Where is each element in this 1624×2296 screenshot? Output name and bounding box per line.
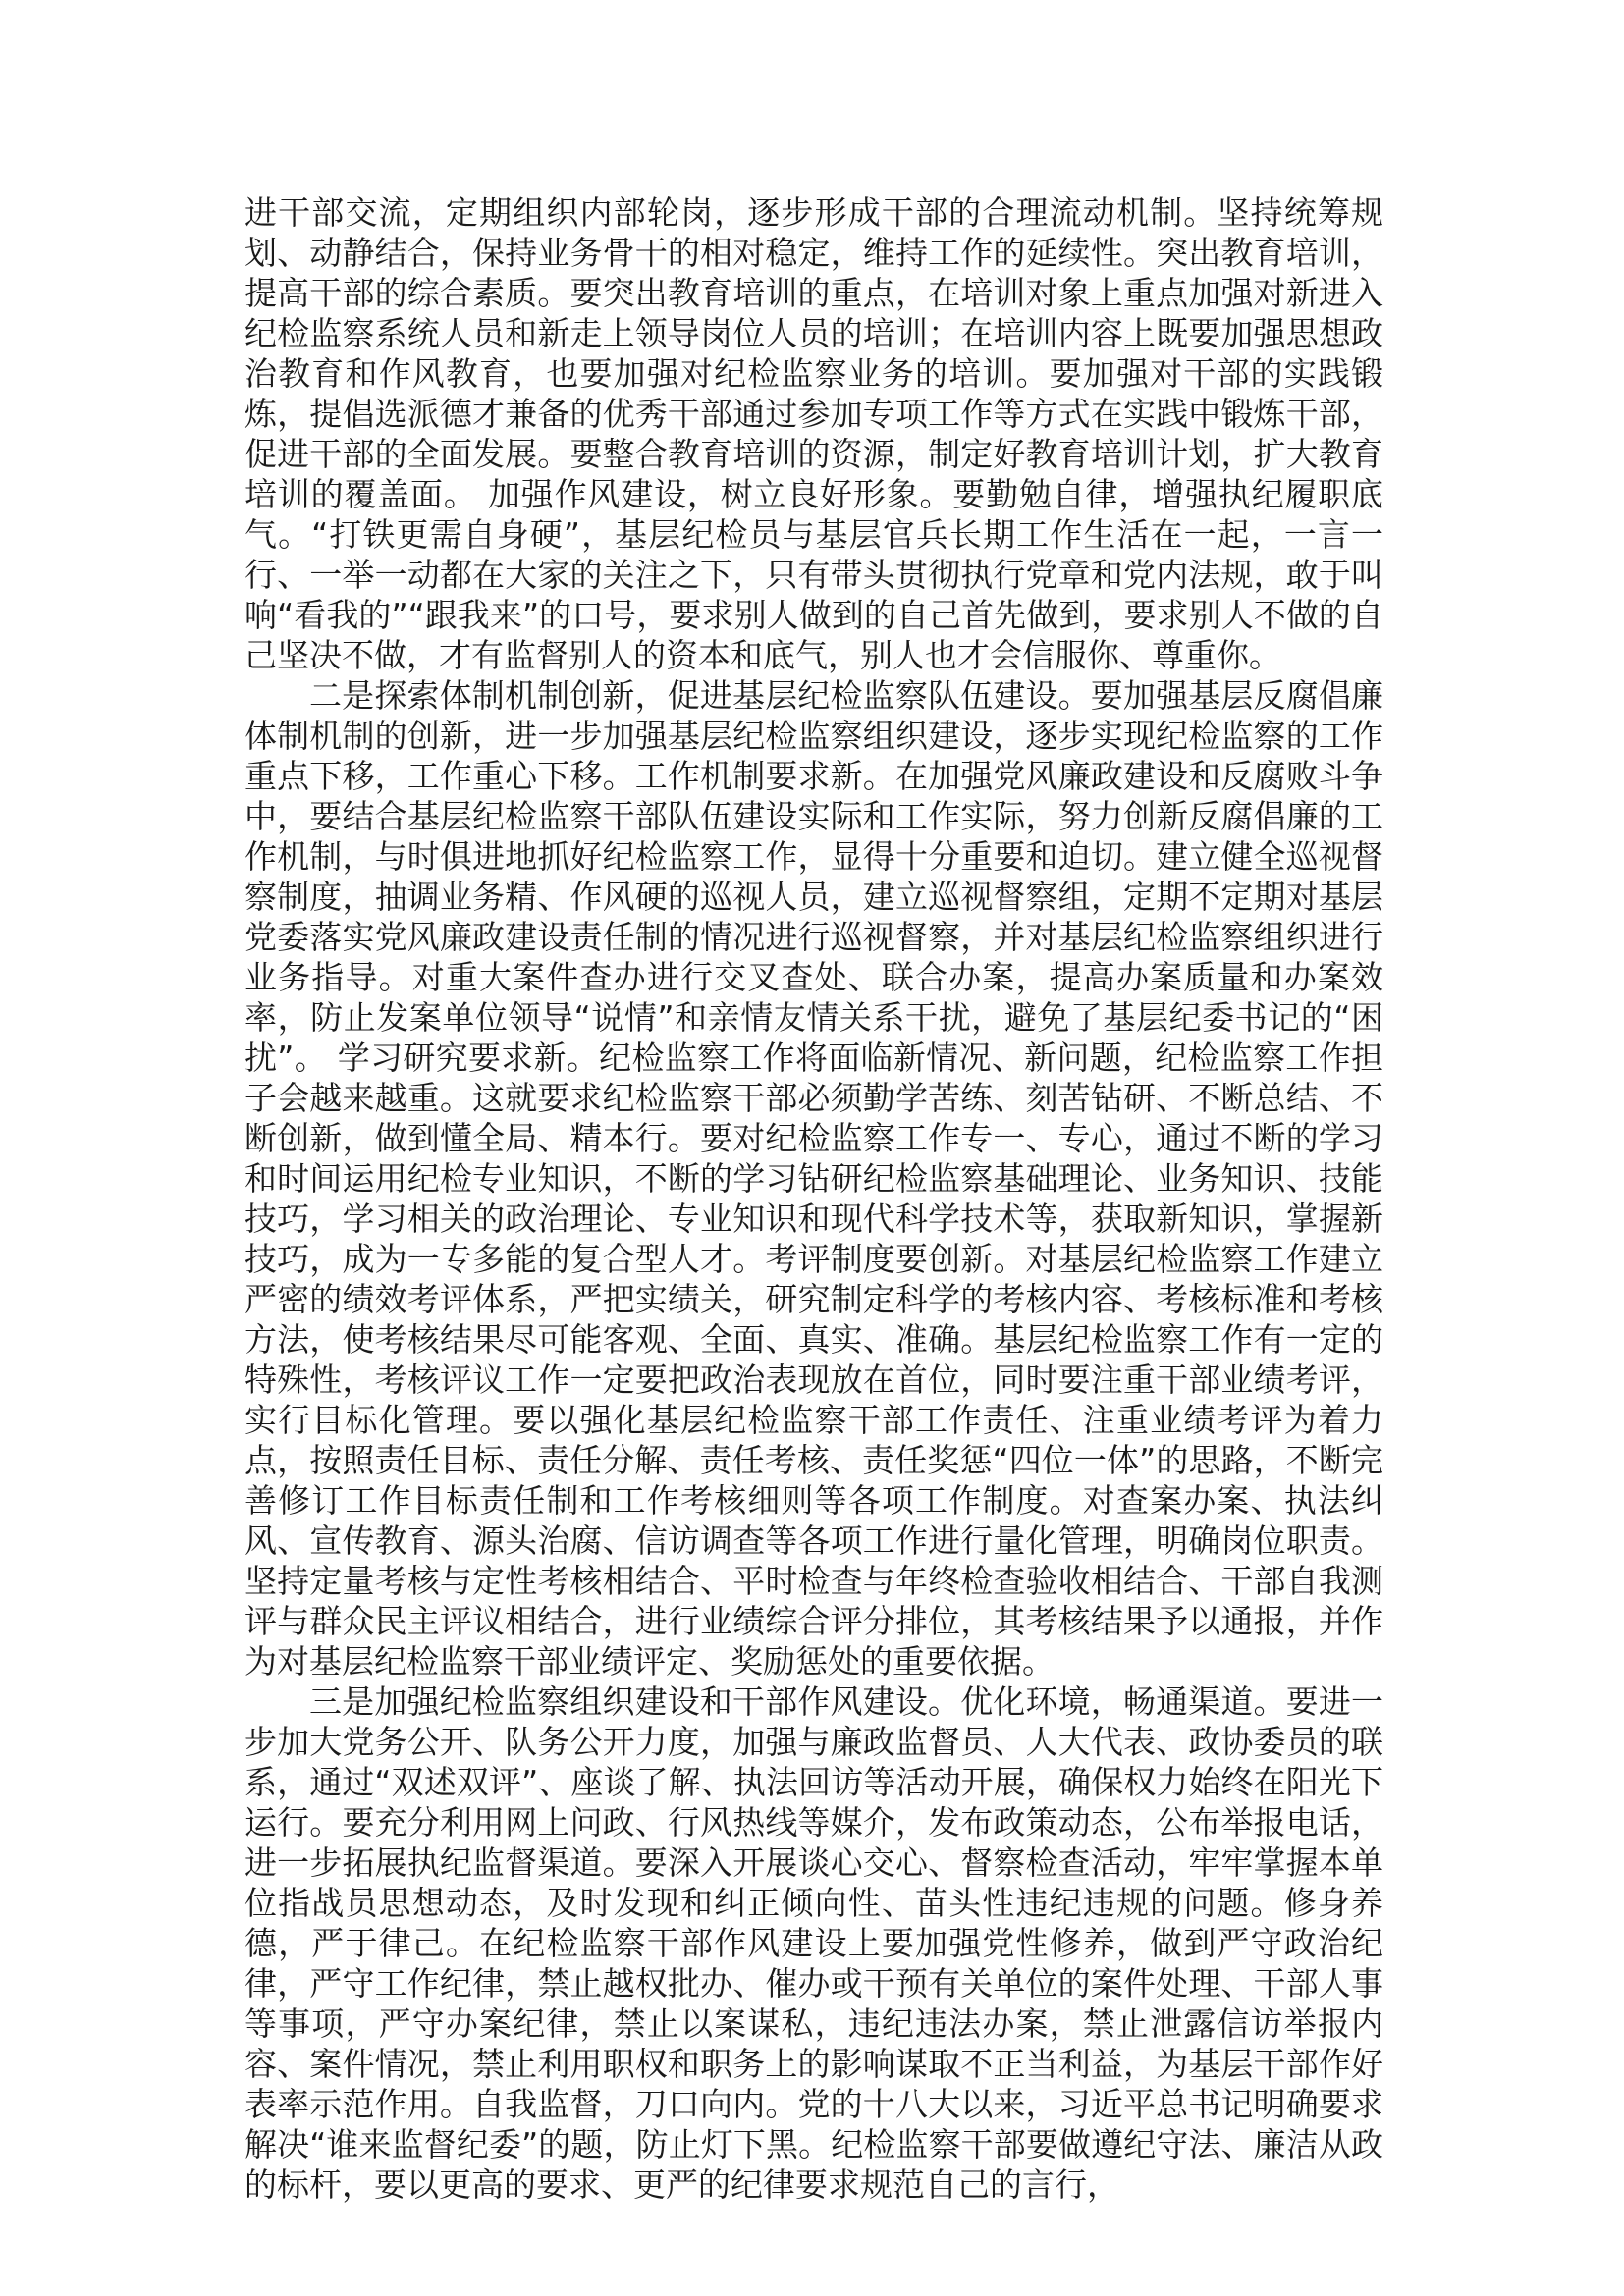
document-body <box>244 192 1383 2205</box>
paragraph-continued: 进干部交流，定期组织内部轮岗，逐步形成干部的合理流动机制。坚持统筹规划、动静结合，保持业务骨干的相对稳定，维持工作的延续性。突出教育培训，提高干部的综合素质。要突出教育培训的重点，在培训对象上重点加强对新进入纪检监察系统人员和新走上领导岗位人员的培训；在培训内容上既要加强思想政治教育和作风教育，也要加强对纪检监察业务的培训。要加强对干部的实践锻炼，提倡选派德才兼备的优秀干部通过参加专项工作等方式在实践中锻炼干部，促进干部的全面发展。要整合教育培训的资源，制定好教育培训计划，扩大教育培训的覆盖面。 加强作风建设，树立良好形象。要勤勉自律，增强执纪履职底气。“打铁更需自身硬”，基层纪检员与基层官兵长期工作生活在一起，一言一行、一举一动都在大家的关注之下，只有带头贯彻执行党章和党内法规，敢于叫响“看我的”“跟我来”的口号，要求别人做到的自己首先做到，要求别人不做的自己坚决不做，才有监督别人的资本和底气，别人也才会信服你、尊重你。 <box>244 193 1383 674</box>
paragraph-section-two: 二是探索体制机制创新，促进基层纪检监察队伍建设。要加强基层反腐倡廉体制机制的创新，进一步加强基层纪检监察组织建设，逐步实现纪检监察的工作重点下移，工作重心下移。工作机制要求新。在加强党风廉政建设和反腐败斗争中，要结合基层纪检监察干部队伍建设实际和工作实际，努力创新反腐倡廉的工作机制，与时俱进地抓好纪检监察工作，显得十分重要和迫切。建立健全巡视督察制度，抽调业务精、作风硬的巡视人员，建立巡视督察组，定期不定期对基层党委落实党风廉政建设责任制的情况进行巡视督察，并对基层纪检监察组织进行业务指导。对重大案件查办进行交叉查处、联合办案，提高办案质量和办案效率，防止发案单位领导“说情”和亲情友情关系干扰，避免了基层纪委书记的“困扰”。 学习研究要求新。纪检监察工作将面临新情况、新问题，纪检监察工作担子会越来越重。这就要求纪检监察干部必须勤学苦练、刻苦钻研、不断总结、不断创新，做到懂全局、精本行。要对纪检监察工作专一、专心，通过不断的学习和时间运用纪检专业知识，不断的学习钻研纪检监察基础理论、业务知识、技能技巧，学习相关的政治理论、专业知识和现代科学技术等，获取新知识，掌握新技巧，成为一专多能的复合型人才。考评制度要创新。对基层纪检监察工作建立严密的绩效考评体系，严把实绩关，研究制定科学的考核内容、考核标准和考核方法，使考核结果尽可能客观、全面、真实、准确。基层纪检监察工作有一定的特殊性，考核评议工作一定要把政治表现放在首位，同时要注重干部业绩考评，实行目标化管理。要以强化基层纪检监察干部工作责任、注重业绩考评为着力点，按照责任目标、责任分解、责任考核、责任奖惩“四位一体”的思路，不断完善修订工作目标责任制和工作考核细则等各项工作制度。对查案办案、执法纠风、宣传教育、源头治腐、信访调查等各项工作进行量化管理，明确岗位职责。坚持定量考核与定性考核相结合、平时检查与年终检查验收相结合、干部自我测评与群众民主评议相结合，进行业绩综合评分排位，其考核结果予以通报，并作为对基层纪检监察干部业绩评定、奖励惩处的重要依据。 <box>244 676 1383 1681</box>
paragraph-section-three: 三是加强纪检监察组织建设和干部作风建设。优化环境，畅通渠道。要进一步加大党务公开、队务公开力度，加强与廉政监督员、人大代表、政协委员的联系，通过“双述双评”、座谈了解、执法回访等活动开展，确保权力始终在阳光下运行。要充分利用网上问政、行风热线等媒介，发布政策动态，公布举报电话，进一步拓展执纪监督渠道。要深入开展谈心交心、督察检查活动，牢牢掌握本单位指战员思想动态，及时发现和纠正倾向性、苗头性违纪违规的问题。修身养德，严于律己。在纪检监察干部作风建设上要加强党性修养，做到严守政治纪律，严守工作纪律，禁止越权批办、催办或干预有关单位的案件处理、干部人事等事项，严守办案纪律，禁止以案谋私，违纪违法办案，禁止泄露信访举报内容、案件情况，禁止利用职权和职务上的影响谋取不正当利益，为基层干部作好表率示范作用。自我监督，刀口向内。党的十八大以来，习近平总书记明确要求解决“谁来监督纪委”的题，防止灯下黑。纪检监察干部要做遵纪守法、廉洁从政的标杆，要以更高的要求、更严的纪律要求规范自己的言行， <box>244 1682 1383 2204</box>
